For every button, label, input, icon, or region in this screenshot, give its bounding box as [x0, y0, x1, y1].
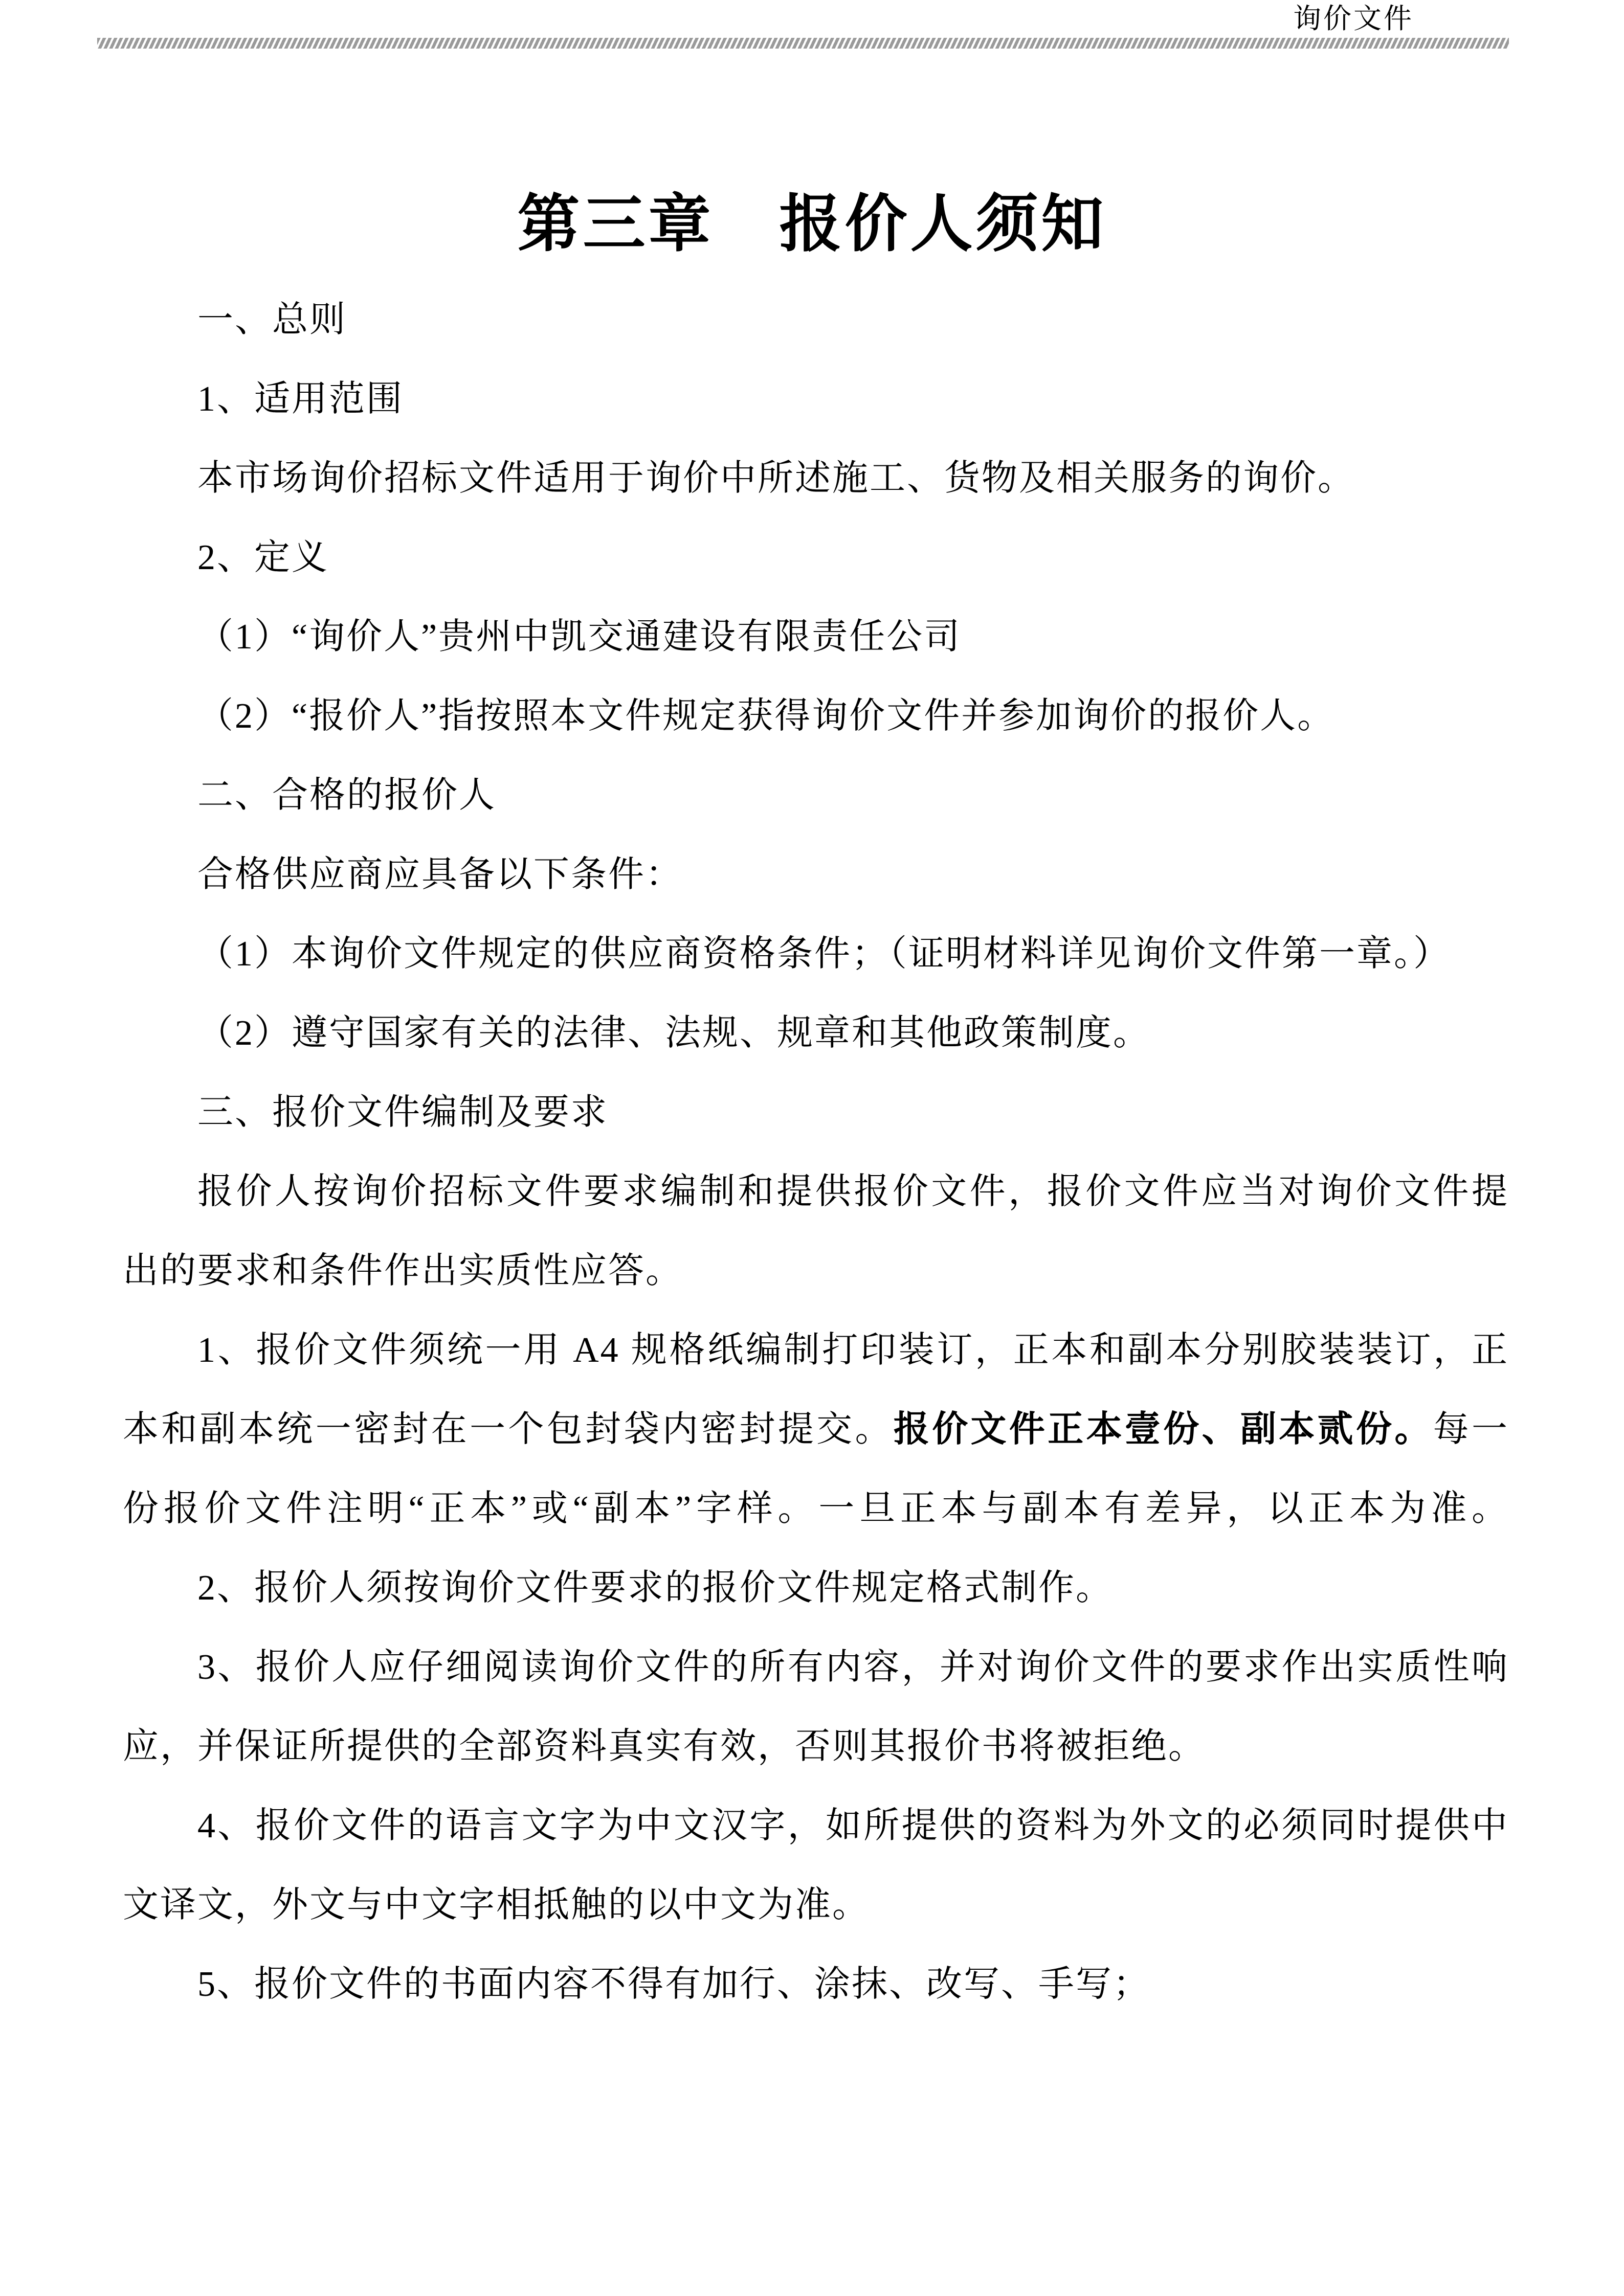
text-line [123, 1707, 1509, 1786]
text-line [123, 1152, 1509, 1231]
text-run: 3、报价人应仔细阅读询价文件的所有内容，并对询价文件的要求作出实质性响 [197, 1648, 1509, 1687]
text-run: 每一 [1433, 1410, 1509, 1449]
text-run: （2）遵守国家有关的法律、法规、规章和其他政策制度。 [197, 1014, 1150, 1053]
text-line [123, 1231, 1509, 1311]
text-run: （2）“报价人”指按照本文件规定获得询价文件并参加询价的报价人。 [197, 696, 1335, 736]
text-line [123, 1548, 1509, 1628]
chapter-title: 第三章 报价人须知 [517, 190, 1107, 259]
text-run: （1）本询价文件规定的供应商资格条件；（证明材料详见询价文件第一章。） [197, 934, 1451, 974]
text-line [123, 835, 1509, 914]
text-line [123, 1945, 1509, 2024]
document-body [123, 280, 1509, 2024]
text-run: （1）“询价人”贵州中凯交通建设有限责任公司 [197, 617, 962, 657]
text-run: 三、报价文件编制及要求 [197, 1093, 608, 1132]
text-run: 1、报价文件须统一用 A4 规格纸编制打印装订，正本和副本分别胶装装订，正 [197, 1331, 1509, 1370]
text-run: 出的要求和条件作出实质性应答。 [123, 1251, 683, 1291]
text-run: 2、报价人须按询价文件要求的报价文件规定格式制作。 [197, 1568, 1113, 1608]
header-rule [97, 38, 1509, 49]
text-run: 应，并保证所提供的全部资料真实有效，否则其报价书将被拒绝。 [123, 1727, 1206, 1766]
header-doc-label: 询价文件 [1293, 3, 1414, 34]
text-run: 本市场询价招标文件适用于询价中所述施工、货物及相关服务的询价。 [197, 459, 1355, 498]
text-line [123, 1073, 1509, 1152]
text-line [123, 518, 1509, 597]
text-line [123, 1469, 1509, 1548]
text-line [123, 756, 1509, 835]
text-run: 一、总则 [197, 300, 347, 340]
text-run: 1、适用范围 [197, 379, 404, 419]
text-line [123, 677, 1509, 756]
text-line [123, 1628, 1509, 1707]
text-run: 二、合格的报价人 [197, 776, 496, 815]
text-line [123, 914, 1509, 994]
text-line [123, 1311, 1509, 1390]
text-line [123, 1786, 1509, 1865]
text-line [123, 994, 1509, 1073]
text-line [123, 1390, 1509, 1469]
text-line [123, 439, 1509, 518]
text-run: 份报价文件注明“正本”或“副本”字样。一旦正本与副本有差异，以正本为准。 [123, 1489, 1509, 1528]
text-run: 2、定义 [197, 538, 329, 577]
bold-text-run: 报价文件正本壹份、副本贰份。 [893, 1410, 1433, 1449]
text-line [123, 280, 1509, 359]
text-run: 报价人按询价招标文件要求编制和提供报价文件，报价文件应当对询价文件提 [197, 1172, 1509, 1211]
text-run: 文译文，外文与中文字相抵触的以中文为准。 [123, 1885, 870, 1925]
text-line [123, 359, 1509, 439]
text-run: 4、报价文件的语言文字为中文汉字，如所提供的资料为外文的必须同时提供中 [197, 1806, 1509, 1845]
text-run: 5、报价文件的书面内容不得有加行、涂抹、改写、手写； [197, 1965, 1150, 2004]
text-line [123, 1865, 1509, 1945]
text-run: 合格供应商应具备以下条件： [197, 855, 683, 894]
text-run: 本和副本统一密封在一个包封袋内密封提交。 [123, 1410, 894, 1449]
text-line [123, 597, 1509, 677]
